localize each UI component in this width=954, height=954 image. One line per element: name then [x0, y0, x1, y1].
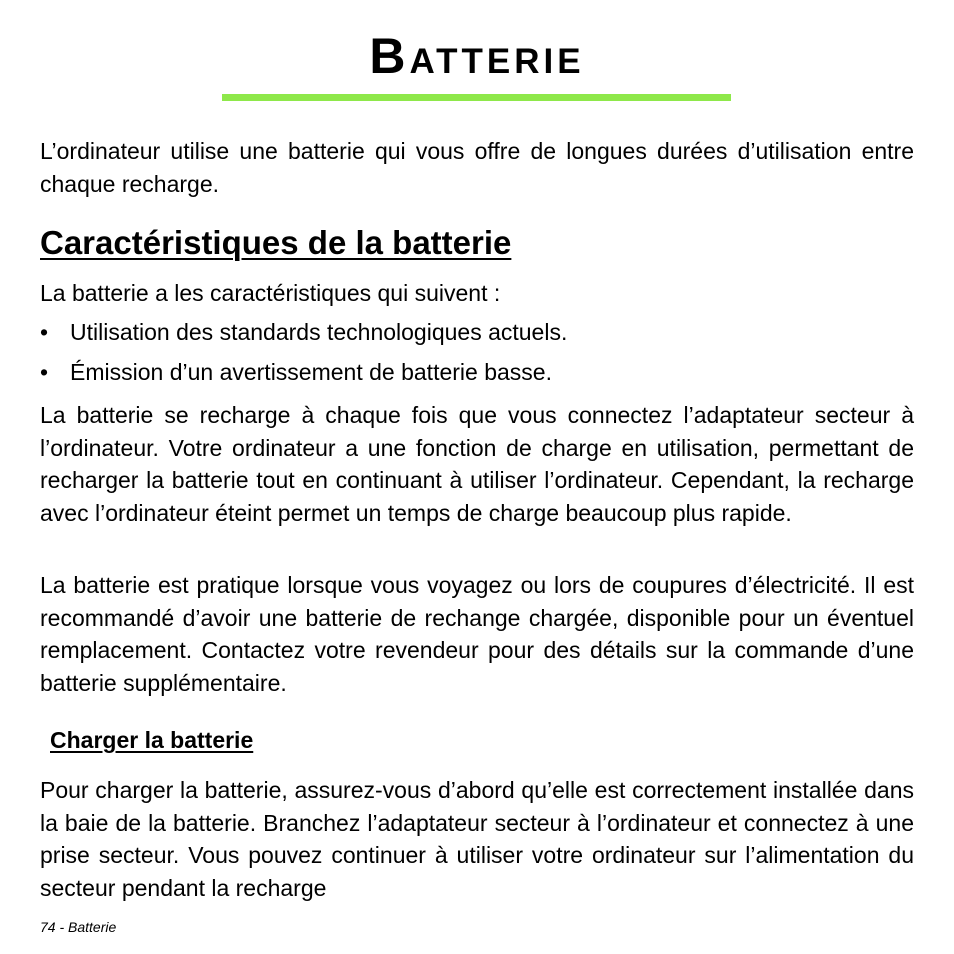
- intro-paragraph: L’ordinateur utilise une batterie qui vous offre de longues durées d’utilisation entre chaque recharge.: [40, 138, 914, 197]
- section-heading-charging: Charger la batterie: [50, 727, 254, 753]
- characteristics-lead: La batterie a les caractéristiques qui suivent :: [40, 280, 501, 306]
- page-footer: 74 - Batterie: [40, 919, 117, 935]
- characteristics-list: [40, 316, 914, 396]
- charging-paragraph: Pour charger la batterie, assurez-vous d’abord qu’elle est correctement installée dans la baie de la batterie. Branchez l’adaptateur secteur à l’ordinateur et connectez à une prise secteur. Vous pouvez continuer à utiliser votre ordinateur sur l’alimentation du secteur pendant la recharge: [40, 777, 914, 901]
- list-item-text: Utilisation des standards technologiques actuels.: [70, 319, 568, 345]
- bullet-glyph: •: [40, 359, 49, 385]
- travel-paragraph: La batterie est pratique lorsque vous voyagez ou lors de coupures d’électricité. Il est recommandé d’avoir une batterie de rechange chargée, disponible pour un éventuel remplacement. Contactez votre revendeur pour des détails sur la commande d’une batterie supplémentaire.: [40, 572, 914, 696]
- recharge-paragraph: La batterie se recharge à chaque fois que vous connectez l’adaptateur secteur à l’ordinateur. Votre ordinateur a une fonction de charge en utilisation, permettant de recharger la batterie tout en continuant à utiliser l’ordinateur. Cependant, la recharge avec l’ordinateur éteint permet un temps de charge beaucoup plus rapide.: [40, 402, 914, 526]
- bullet-glyph: •: [40, 319, 49, 345]
- section-heading-characteristics: Caractéristiques de la batterie: [40, 224, 512, 261]
- title-underline-rule: [222, 94, 731, 101]
- list-item: [40, 316, 914, 356]
- page-title: Batterie: [369, 28, 585, 84]
- list-item-text: Émission d’un avertissement de batterie basse.: [70, 359, 552, 385]
- list-item: [40, 356, 914, 396]
